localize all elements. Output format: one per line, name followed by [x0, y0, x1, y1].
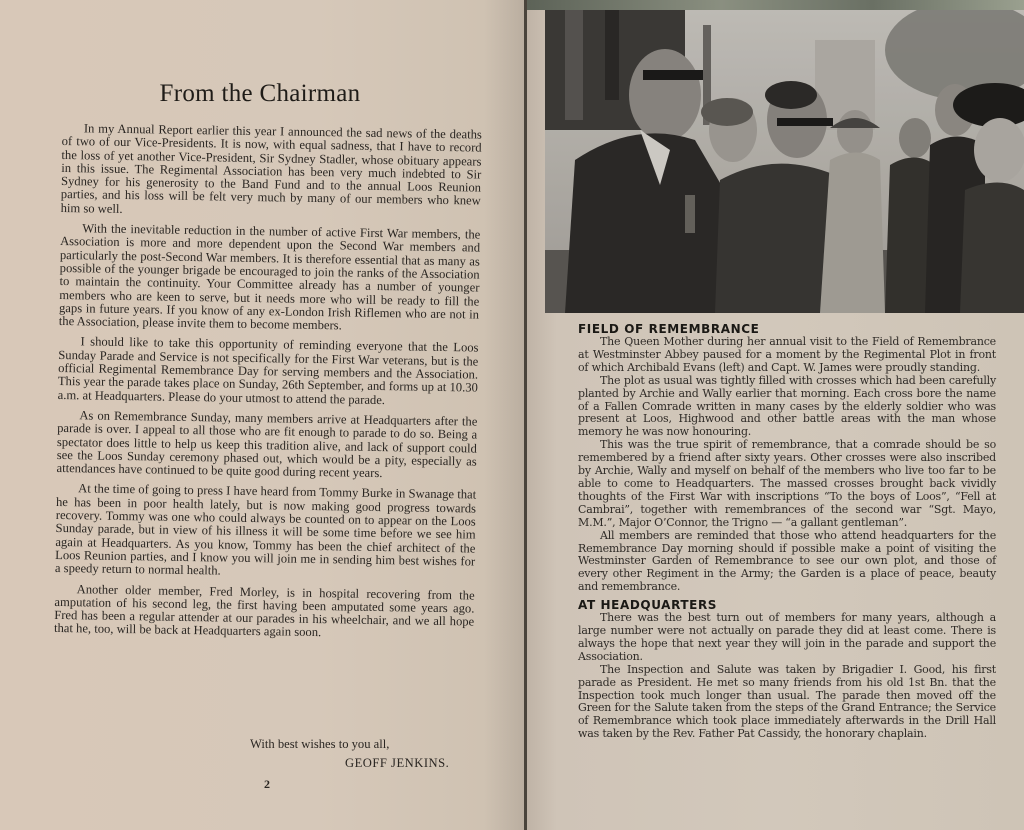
- paragraph: There was the best turn out of members for many years, although a large number were not actually on parade they did at least come. There is always the hope that next year they will join in the parade and support the Association.: [578, 611, 996, 663]
- page-title: From the Chairman: [159, 80, 361, 107]
- page-number: 2: [264, 777, 270, 791]
- paragraph: With the inevitable reduction in the number of active First War members, the Association is more and more dependent upon the Second War members and particularly the post-Second War members. It is therefore essential that as many as possible of the younger brigade be encouraged to join the ranks of the Association to maintain the continuity. Your Committee already has a number of younger members who are keen to serve, but it needs more who will be ready to fill the gaps in future years. If you know of any ex-London Irish Riflemen who are not in the Association, please invite them to become members.: [58, 221, 481, 333]
- paragraph: The Inspection and Salute was taken by Brigadier I. Good, his first parade as President. He met so many friends from his old 1st Bn. that the Inspection took much longer than usual. The parade then moved off the Green for the Salute taken from the steps of the Grand Entrance; the Service of Remembrance which took place immediately afterwards in the Drill Hall was taken by the Rev. Father Pat Cassidy, the honorary chaplain.: [578, 662, 996, 741]
- paragraph: All members are reminded that those who attend headquarters for the Remembrance Day morning should if possible make a point of visiting the Westminster Garden of Remembrance to see our own plot, and those of every other Regiment in the Army; the Garden is a place of peace, beauty and remembrance.: [578, 528, 996, 594]
- article-column: [578, 322, 996, 741]
- paragraph: The Queen Mother during her annual visit to the Field of Remembrance at Westminster Abbey paused for a moment by the Regimental Plot in front of which Archibald Evans (left) and Capt. W. James were proudly standing.: [578, 335, 996, 374]
- signoff: With best wishes to you all,: [250, 737, 390, 751]
- paragraph: I should like to take this opportunity of reminding everyone that the Loos Sunday Parade and Service is not specifically for the First War veterans, but is the official Regimental Remembrance Day for serving members and the Association. This year the parade takes place on Sunday, 26th September, and forms up at 10.30 a.m. at Headquarters. Please do your utmost to attend the parade.: [57, 334, 479, 407]
- paragraph: This was the true spirit of remembrance, that a comrade should be so remembered by a friend after sixty years. Other crosses were also inscribed by Archie, Wally and myself on behalf of the members who live too far to be able to come to Headquarters. The massed crosses brought back vividly thoughts of the First War with inscriptions “To the boys of Loos”, “Fell at Cambrai”, together with remembrances of the second war “Sgt. Mayo, M.M.”, Major O’Connor, the Trigno — “a gallant gentleman”.: [578, 438, 996, 529]
- photo-image: [545, 10, 1024, 313]
- paragraph: The plot as usual was tightly filled with crosses which had been carefully planted by Archie and Wally earlier that morning. Each cross bore the name of a Fallen Comrade written in many cases by the elderly soldier who was present at Loos, Highwood and other battle areas with the man whose memory he was now honouring.: [578, 373, 996, 439]
- paragraph: As on Remembrance Sunday, many members arrive at Headquarters after the parade is over. I appeal to all those who are fit enough to parade to do so. Being a spectator does little to help us keep this tradition alive, and lack of support could see the Loos Sunday ceremony phased out, which would be a pity, especially as attendances have continued to be quite good during recent years.: [56, 408, 478, 481]
- photo: [545, 10, 1024, 313]
- chairman-letter-body: [54, 122, 482, 649]
- signature: GEOFF JENKINS.: [345, 756, 450, 770]
- paragraph: At the time of going to press I have heard from Tommy Burke in Swanage that he has been in poor health lately, but is now making good progress towards recovery. Tommy was one who could always be counted on to appear on the Loos Sunday parade, but in view of his illness it will be some time before we see him again at Headquarters. As you know, Tommy has been the chief architect of the Loos Reunion parties, and I know you will join me in sending him best wishes for a speedy return to normal health.: [54, 481, 477, 578]
- paragraph: Another older member, Fred Morley, is in hospital recovering from the amputation of his second leg, the first having been amputated some years ago. Fred has been a regular attender at our parades in his wheelchair, and we all hope that he, too, will be back at Headquarters again soon.: [53, 581, 475, 640]
- section-heading: AT HEADQUARTERS: [578, 598, 718, 613]
- section-heading: FIELD OF REMEMBRANCE: [578, 322, 760, 336]
- paragraph: In my Annual Report earlier this year I announced the sad news of the deaths of two of our Vice-Presidents. It is now, with equal sadness, that I have to record the loss of yet another Vice-President, Sir Sydney Stadler, whose obituary appears in this issue. The Regimental Association has been very much indebted to Sir Sydney for his generosity to the Band Fund and to the annual Loos Reunion parties, and his loss will be felt very much by many of our members who knew him so well.: [60, 121, 482, 216]
